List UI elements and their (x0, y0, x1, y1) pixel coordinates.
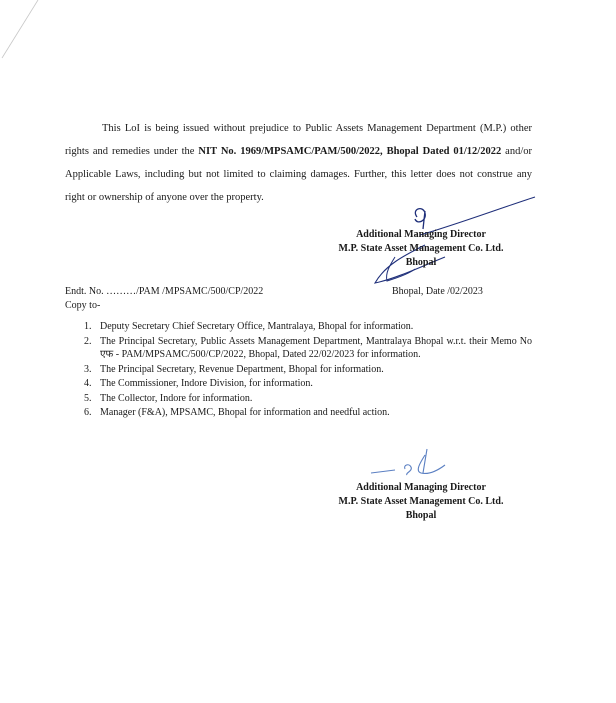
para-intro: This LoI is being issued without prejudice to Public Assets Management Department (M.P.) other rights and remedies under the (65, 123, 532, 157)
list-item: 2. The Principal Secretary, Public Assets Management Department, Mantralaya Bhopal w.r.t. their Memo No एफ - PAM/MPSAMC/500/CP/2022, Bhopal, Dated 22/02/2023 for information. (84, 335, 532, 360)
endorsement-place-date: Bhopal, Date /02/2023 (392, 286, 483, 297)
copy-to-label: Copy to- (65, 300, 101, 311)
para-rest: and/or Applicable Laws, including but not limited to claiming damages. Further, this letter does not construe any right or ownership of anyone over the property. (65, 146, 532, 203)
endorsement (65, 285, 532, 313)
signatory-organization: M.P. State Asset Management Co. Ltd. (338, 243, 504, 254)
endorsement-number: Endt. No. ………/PAM /MPSAMC/500/CP/2022 (65, 286, 264, 297)
scan-mark (0, 0, 40, 60)
list-item: 4. The Commissioner, Indore Division, for information. (84, 378, 313, 389)
signatory-city: Bhopal (405, 257, 437, 268)
signatory-city: Bhopal (405, 510, 437, 521)
list-item: 5. The Collector, Indore for information. (84, 392, 253, 404)
list-item: 1. Deputy Secretary Chief Secretary Office, Mantralaya, Bhopal for information. (84, 321, 414, 332)
nit-reference: NIT No. 1969/MPSAMC/PAM/500/2022, Bhopal Dated 01/12/2022 (198, 146, 502, 157)
list-item: 3. The Principal Secretary, Revenue Department, Bhopal for information. (84, 363, 384, 375)
copy-to-list (84, 320, 532, 421)
signature-block-1 (301, 228, 541, 270)
signatory-organization: M.P. State Asset Management Co. Ltd. (338, 496, 504, 507)
signature-2-mark (365, 445, 455, 480)
signatory-title: Additional Managing Director (356, 482, 486, 493)
list-item: 6. Manager (F&A), MPSAMC, Bhopal for information and needful action. (84, 407, 390, 418)
signatory-title: Additional Managing Director (356, 229, 486, 240)
signature-block-2 (301, 481, 541, 523)
